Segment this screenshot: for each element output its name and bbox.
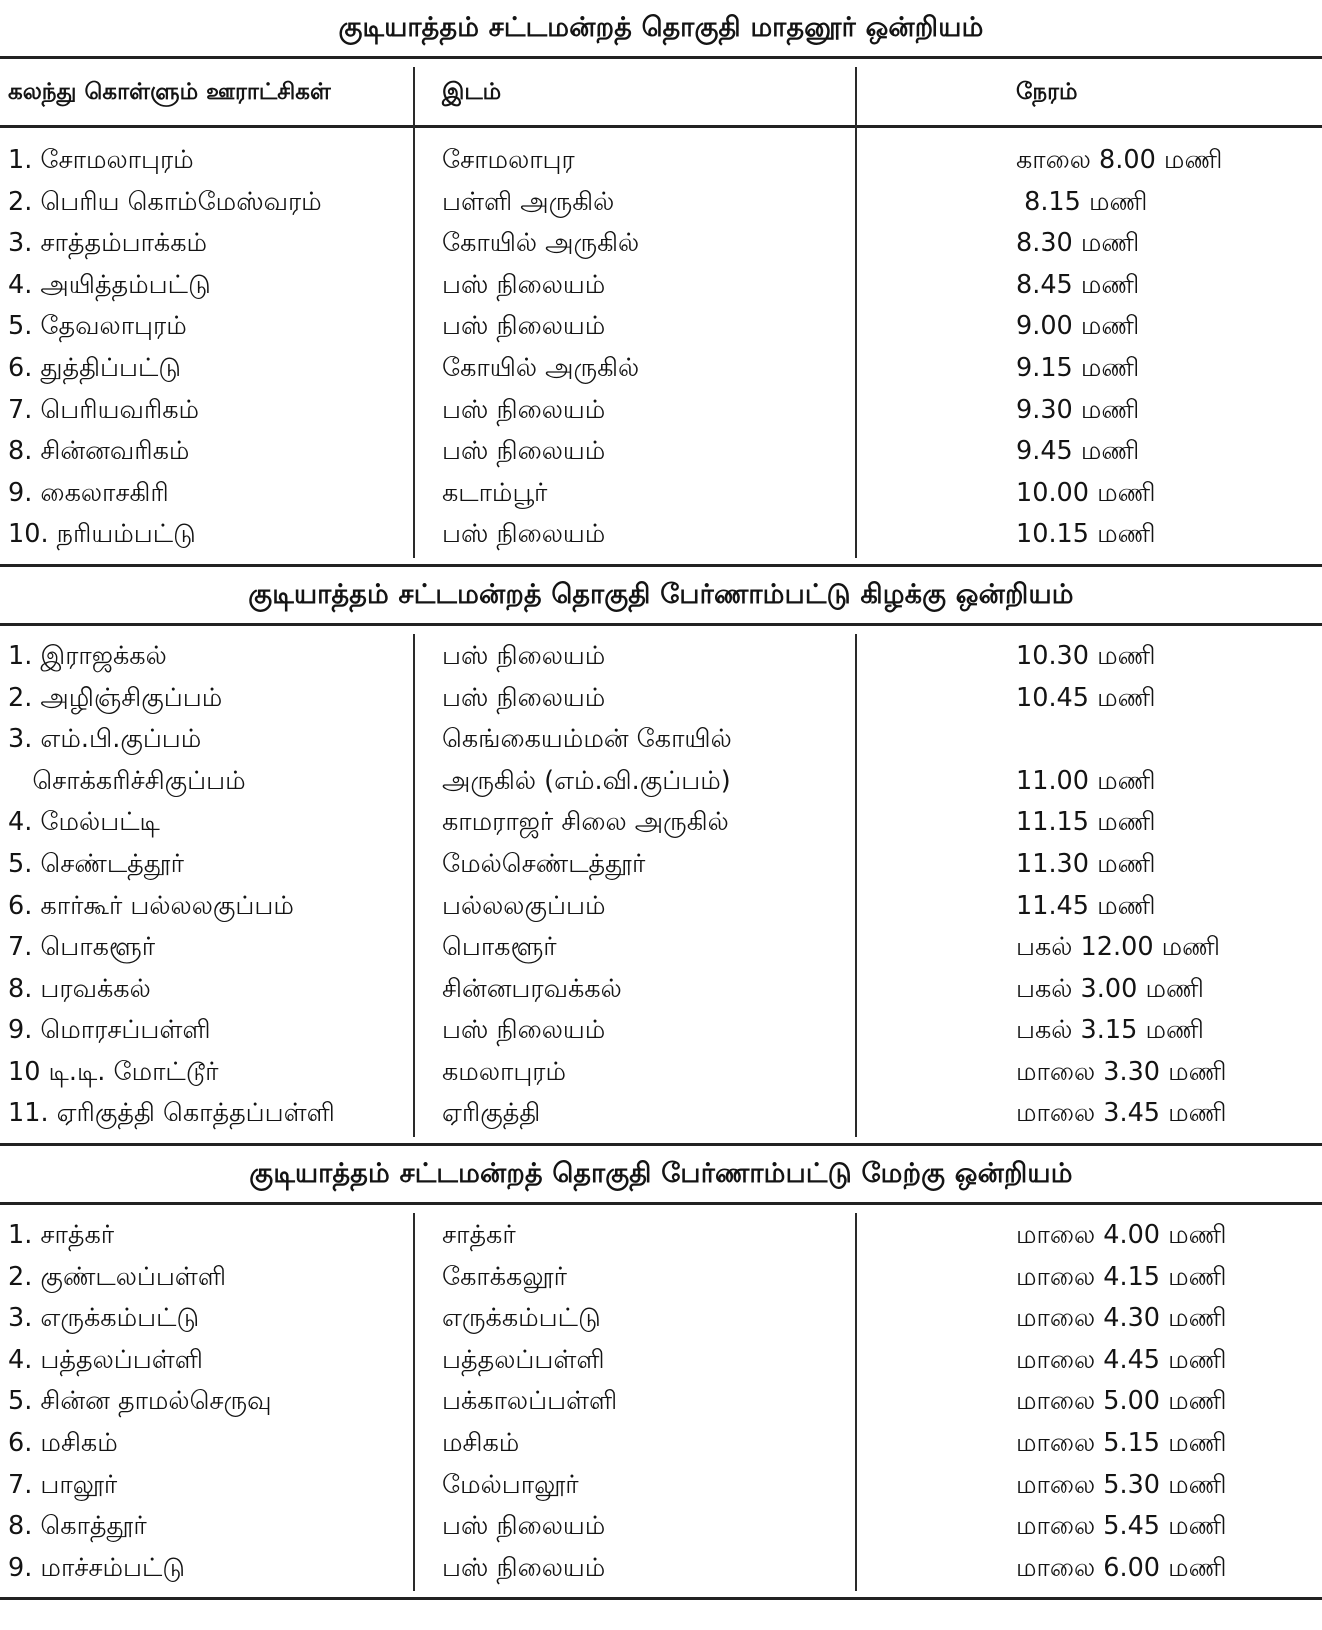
place-cell: சின்னபரவக்கல் <box>442 973 622 1004</box>
time-cell: மாலை 5.45 மணி <box>1016 1511 1227 1542</box>
place-cell: கோக்கலூர் <box>442 1261 567 1292</box>
panchayat-cell: 2. பெரிய கொம்மேஸ்வரம் <box>8 186 322 217</box>
time-cell: 8.45 மணி <box>1016 269 1140 300</box>
place-cell: எருக்கம்பட்டு <box>442 1303 601 1334</box>
panchayat-cell: 10 டி.டி. மோட்டூர் <box>8 1056 219 1087</box>
time-cell: பகல் 12.00 மணி <box>1016 932 1221 963</box>
time-cell: 10.45 மணி <box>1016 682 1156 713</box>
table-rows <box>0 626 1322 1143</box>
panchayat-cell: 7. பொகளூர் <box>8 932 156 963</box>
panchayat-cell: 4. அயித்தம்பட்டு <box>8 269 211 300</box>
place-cell: கெங்கையம்மன் கோயில் <box>442 724 732 755</box>
column-divider <box>855 1213 857 1591</box>
time-cell: 9.15 மணி <box>1016 352 1140 383</box>
place-cell: கோயில் அருகில் <box>442 352 640 383</box>
panchayat-cell: 8. சின்னவரிகம் <box>8 436 190 467</box>
column-divider <box>413 67 415 558</box>
place-cell: பஸ் நிலையம் <box>442 1511 606 1542</box>
place-cell: பஸ் நிலையம் <box>442 1552 606 1583</box>
panchayat-cell: 8. பரவக்கல் <box>8 973 151 1004</box>
section-table-madhanur <box>0 59 1322 564</box>
column-divider <box>413 634 415 1137</box>
panchayat-cell: 4. மேல்பட்டி <box>8 807 160 838</box>
place-cell: பொகளூர் <box>442 932 557 963</box>
panchayat-cell: 9. மாச்சம்பட்டு <box>8 1552 186 1583</box>
panchayat-cell: 6. மசிகம் <box>8 1428 118 1459</box>
panchayat-cell: 1. சாத்கர் <box>8 1220 115 1251</box>
time-cell: பகல் 3.00 மணி <box>1016 973 1204 1004</box>
column-divider <box>855 67 857 558</box>
place-cell: கடாம்பூர் <box>442 477 548 508</box>
time-cell: மாலை 4.00 மணி <box>1016 1220 1227 1251</box>
time-cell: மாலை 5.30 மணி <box>1016 1469 1227 1500</box>
panchayat-cell: 2. குண்டலப்பள்ளி <box>8 1261 227 1292</box>
place-cell: பஸ் நிலையம் <box>442 436 606 467</box>
place-cell: கமலாபுரம் <box>442 1056 566 1087</box>
place-cell: சோமலாபுர <box>442 145 575 175</box>
time-cell: 8.15 மணி <box>1016 186 1148 217</box>
panchayat-cell: 8. கொத்தூர் <box>8 1511 147 1542</box>
place-cell: பள்ளி அருகில் <box>442 186 615 217</box>
time-cell: 11.00 மணி <box>1016 765 1156 796</box>
panchayat-cell: 5. சின்ன தாமல்செருவு <box>8 1386 272 1417</box>
place-cell: பஸ் நிலையம் <box>442 394 606 425</box>
place-cell: பல்லலகுப்பம் <box>442 890 606 921</box>
panchayat-cell: 3. எம்.பி.குப்பம் <box>8 724 202 755</box>
place-cell: பக்காலப்பள்ளி <box>442 1386 618 1417</box>
place-cell: மசிகம் <box>442 1428 520 1459</box>
time-cell: மாலை 6.00 மணி <box>1016 1552 1227 1583</box>
panchayat-cell: 3. எருக்கம்பட்டு <box>8 1303 200 1334</box>
time-cell: 9.30 மணி <box>1016 394 1140 425</box>
place-cell: பஸ் நிலையம் <box>442 640 606 671</box>
panchayat-cell: 4. பத்தலப்பள்ளி <box>8 1344 203 1375</box>
panchayat-cell: 9. கைலாசகிரி <box>8 477 169 508</box>
time-cell: காலை 8.00 மணி <box>1016 145 1223 175</box>
panchayat-cell: 5. செண்டத்தூர் <box>8 848 184 879</box>
place-cell: காமராஜர் சிலை அருகில் <box>442 807 729 838</box>
table-rows <box>0 128 1322 564</box>
panchayat-cell: 11. ஏரிகுத்தி கொத்தப்பள்ளி <box>8 1098 335 1129</box>
panchayat-cell: 6. கார்கூர் பல்லலகுப்பம் <box>8 890 294 921</box>
panchayat-cell: 10. நரியம்பட்டு <box>8 519 196 550</box>
place-cell: அருகில் (எம்.வி.குப்பம்) <box>442 765 731 796</box>
time-cell: மாலை 3.45 மணி <box>1016 1098 1227 1129</box>
panchayat-cell: 2. அழிஞ்சிகுப்பம் <box>8 682 223 713</box>
panchayat-cell: 7. பெரியவரிகம் <box>8 394 200 425</box>
time-cell: 10.15 மணி <box>1016 519 1156 550</box>
table-rows <box>0 1205 1322 1597</box>
time-cell: 10.30 மணி <box>1016 640 1156 671</box>
bottom-rule <box>0 1597 1322 1600</box>
time-cell: மாலை 5.00 மணி <box>1016 1386 1227 1417</box>
time-cell: மாலை 4.45 மணி <box>1016 1344 1227 1375</box>
section-title-madhanur: குடியாத்தம் சட்டமன்றத் தொகுதி மாதனூர் ஒன்றியம் <box>0 0 1322 59</box>
panchayat-cell: 6. துத்திப்பட்டு <box>8 352 182 383</box>
time-cell: மாலை 4.30 மணி <box>1016 1303 1227 1334</box>
time-cell: 9.00 மணி <box>1016 311 1140 342</box>
header-panchayats: கலந்து கொள்ளும் ஊராட்சிகள் <box>8 79 331 105</box>
place-cell: பஸ் நிலையம் <box>442 682 606 713</box>
time-cell: மாலை 5.15 மணி <box>1016 1428 1227 1459</box>
panchayat-cell: 1. இராஜக்கல் <box>8 640 167 671</box>
place-cell: பஸ் நிலையம் <box>442 519 606 550</box>
place-cell: சாத்கர் <box>442 1220 516 1251</box>
time-cell: 10.00 மணி <box>1016 477 1156 508</box>
place-cell: பஸ் நிலையம் <box>442 311 606 342</box>
time-cell: பகல் 3.15 மணி <box>1016 1015 1204 1046</box>
column-divider <box>413 1213 415 1591</box>
panchayat-cell: 3. சாத்தம்பாக்கம் <box>8 228 208 259</box>
place-cell: பஸ் நிலையம் <box>442 269 606 300</box>
header-place: இடம் <box>442 79 502 105</box>
section-table-pernambut-west <box>0 1205 1322 1597</box>
time-cell: 11.15 மணி <box>1016 807 1156 838</box>
place-cell: பஸ் நிலையம் <box>442 1015 606 1046</box>
time-cell: 9.45 மணி <box>1016 436 1140 467</box>
panchayat-cell: 9. மொரசப்பள்ளி <box>8 1015 211 1046</box>
place-cell: பத்தலப்பள்ளி <box>442 1344 605 1375</box>
place-cell: ஏரிகுத்தி <box>442 1098 541 1129</box>
panchayat-cell: 7. பாலூர் <box>8 1469 118 1500</box>
time-cell: 11.45 மணி <box>1016 890 1156 921</box>
time-cell: 8.30 மணி <box>1016 228 1140 259</box>
panchayat-cell: 1. சோமலாபுரம் <box>8 145 194 175</box>
panchayat-cell: சொக்கரிச்சிகுப்பம் <box>8 765 246 796</box>
time-cell <box>856 719 1322 761</box>
time-cell: மாலை 4.15 மணி <box>1016 1261 1227 1292</box>
place-cell: கோயில் அருகில் <box>442 228 640 259</box>
section-title-pernambut-east: குடியாத்தம் சட்டமன்றத் தொகுதி பேர்ணாம்பட்டு கிழக்கு ஒன்றியம் <box>0 564 1322 626</box>
column-divider <box>855 634 857 1137</box>
time-cell: மாலை 3.30 மணி <box>1016 1056 1227 1087</box>
time-cell: 11.30 மணி <box>1016 848 1156 879</box>
section-table-pernambut-east <box>0 626 1322 1143</box>
section-title-pernambut-west: குடியாத்தம் சட்டமன்றத் தொகுதி பேர்ணாம்பட்டு மேற்கு ஒன்றியம் <box>0 1143 1322 1205</box>
place-cell: மேல்பாலூர் <box>442 1469 579 1500</box>
place-cell: மேல்செண்டத்தூர் <box>442 848 646 879</box>
panchayat-cell: 5. தேவலாபுரம் <box>8 311 187 342</box>
header-time: நேரம் <box>1016 79 1078 105</box>
